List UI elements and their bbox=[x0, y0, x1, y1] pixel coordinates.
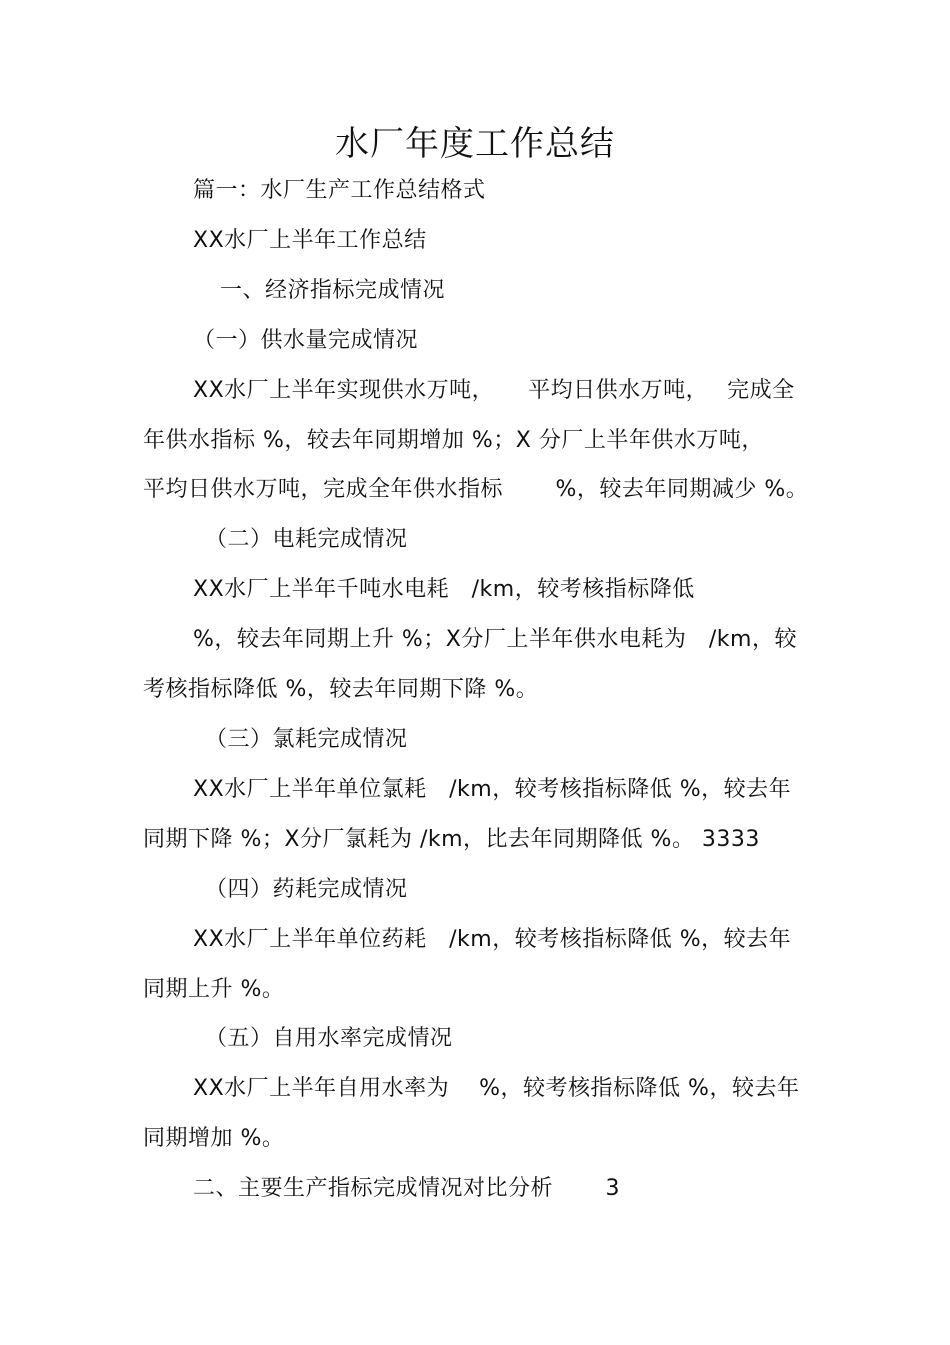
paragraph-line: 考核指标降低 %，较去年同期下降 %。 bbox=[143, 677, 539, 702]
paragraph-line: 年供水指标 %，较去年同期增加 %；X 分厂上半年供水万吨， bbox=[143, 428, 764, 453]
paragraph-line: XX水厂上半年单位药耗 /km，较考核指标降低 %，较去年 bbox=[193, 927, 792, 952]
subsection-heading-2: （二）电耗完成情况 bbox=[205, 527, 408, 552]
report-heading: XX水厂上半年工作总结 bbox=[193, 228, 427, 253]
paragraph-line: XX水厂上半年实现供水万吨， 平均日供水万吨， 完成全 bbox=[193, 378, 795, 403]
paragraph-line: XX水厂上半年自用水率为 %，较考核指标降低 %，较去年 bbox=[193, 1076, 800, 1101]
paragraph-line: %，较去年同期上升 %；X分厂上半年供水电耗为 /km，较 bbox=[193, 627, 797, 652]
paragraph-line: XX水厂上半年千吨水电耗 /km，较考核指标降低 bbox=[193, 577, 695, 602]
paragraph-line: 平均日供水万吨，完成全年供水指标 %，较去年同期减少 %。 bbox=[143, 477, 809, 502]
subsection-heading-4: （四）药耗完成情况 bbox=[205, 877, 408, 902]
subtitle-line: 篇一：水厂生产工作总结格式 bbox=[193, 178, 486, 203]
paragraph-line: 同期增加 %。 bbox=[143, 1126, 285, 1151]
subsection-heading-5: （五）自用水率完成情况 bbox=[205, 1026, 453, 1051]
paragraph-line: XX水厂上半年单位氯耗 /km，较考核指标降低 %，较去年 bbox=[193, 777, 792, 802]
document-title: 水厂年度工作总结 bbox=[335, 124, 615, 164]
section-heading-1: 一、经济指标完成情况 bbox=[220, 278, 446, 303]
subsection-heading-1: （一）供水量完成情况 bbox=[193, 328, 419, 353]
paragraph-line: 同期上升 %。 bbox=[143, 977, 285, 1002]
section-heading-2: 二、主要生产指标完成情况对比分析 3 bbox=[193, 1176, 620, 1201]
paragraph-line: 同期下降 %；X分厂氯耗为 /km，比去年同期降低 %。 3333 bbox=[143, 827, 760, 852]
subsection-heading-3: （三）氯耗完成情况 bbox=[205, 727, 408, 752]
